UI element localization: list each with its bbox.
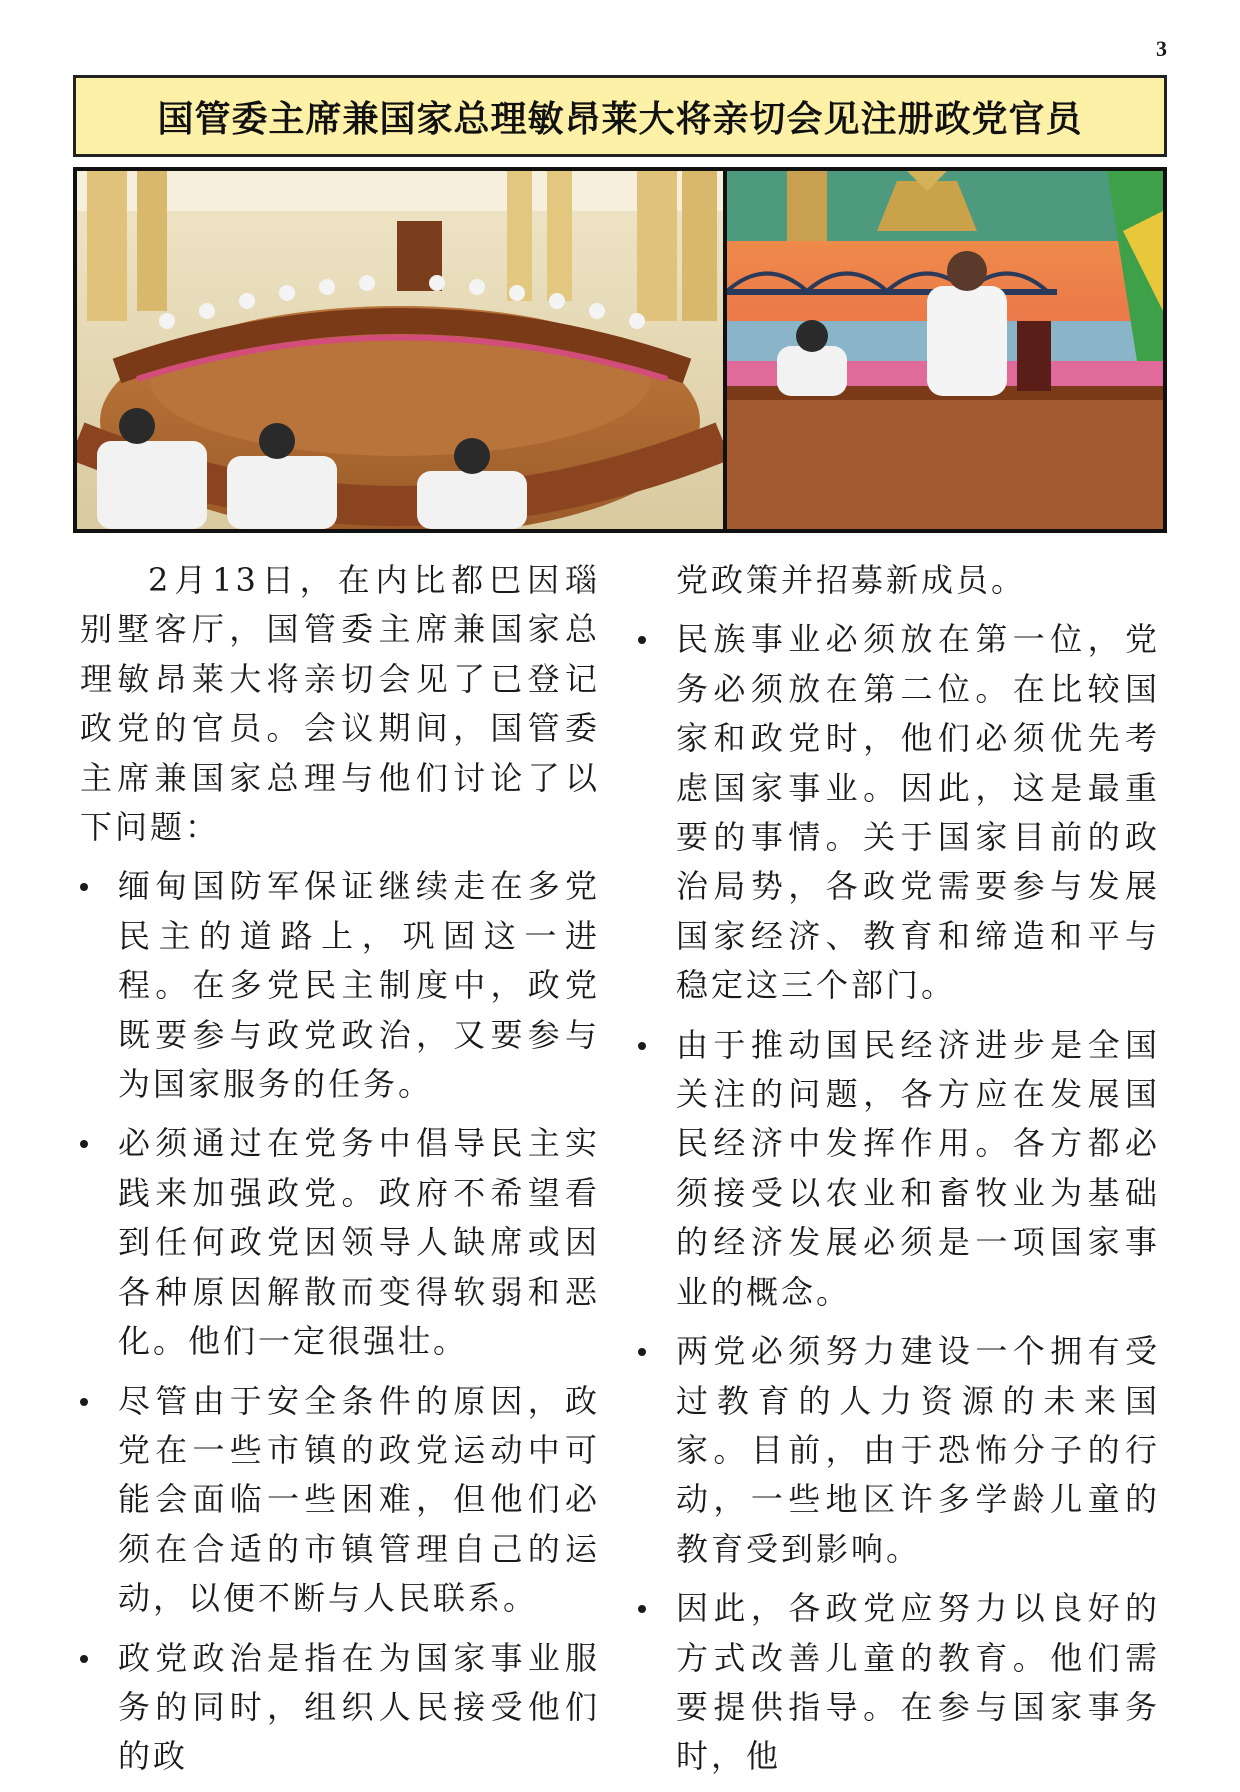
headline-banner <box>73 75 1167 157</box>
list-item: 缅甸国防军保证继续走在多党民主的道路上，巩固这一进程。在多党民主制度中，政党既要参与政党政治，又要参与为国家服务的任务。 <box>80 862 600 1109</box>
bullet-icon <box>80 883 88 891</box>
list-item: 因此，各政党应努力以良好的方式改善儿童的教育。他们需要提供指导。在参与国家事务时，他 <box>638 1584 1160 1782</box>
left-bullet-list <box>80 862 600 1781</box>
speaker-at-podium-photo <box>727 171 1163 529</box>
round-table-meeting-hall-photo <box>77 171 723 529</box>
list-item: 政党政治是指在为国家事业服务的同时，组织人民接受他们的政 <box>80 1634 600 1782</box>
list-item: 两党必须努力建设一个拥有受过教育的人力资源的未来国家。目前，由于恐怖分子的行动，一些地区许多学龄儿童的教育受到影响。 <box>638 1327 1160 1574</box>
right-bullet-list <box>638 615 1160 1781</box>
bullet-icon <box>638 1348 646 1356</box>
intro-paragraph: 2月13日，在内比都巴因瑙别墅客厅，国管委主席兼国家总理敏昂莱大将亲切会见了已登记政党的官员。会议期间，国管委主席兼国家总理与他们讨论了以下问题： <box>80 561 600 847</box>
bullet-icon <box>638 636 646 644</box>
headline: 国管委主席兼国家总理敏昂莱大将亲切会见注册政党官员 <box>157 98 1083 140</box>
bullet-icon <box>638 1605 646 1613</box>
left-column <box>80 556 600 1792</box>
bullet-icon <box>638 1042 646 1050</box>
list-item: 由于推动国民经济进步是全国关注的问题，各方应在发展国民经济中发挥作用。各方都必须接受以农业和畜牧业为基础的经济发展必须是一项国家事业的概念。 <box>638 1021 1160 1317</box>
right-column <box>638 556 1160 1792</box>
page-number: 3 <box>1156 36 1167 61</box>
bullet-icon <box>80 1398 88 1406</box>
continued-text: 党政策并招募新成员。 <box>676 561 1027 599</box>
list-item: 必须通过在党务中倡导民主实践来加强政党。政府不希望看到任何政党因领导人缺席或因各种原因解散而变得软弱和恶化。他们一定很强壮。 <box>80 1119 600 1366</box>
list-item: 尽管由于安全条件的原因，政党在一些市镇的政党运动中可能会面临一些困难，但他们必须在合适的市镇管理自己的运动，以便不断与人民联系。 <box>80 1377 600 1624</box>
bullet-icon <box>80 1140 88 1148</box>
photo-strip <box>73 167 1167 533</box>
bullet-icon <box>80 1655 88 1663</box>
list-item: 民族事业必须放在第一位，党务必须放在第二位。在比较国家和政党时，他们必须优先考虑国家事业。因此，这是最重要的事情。关于国家目前的政治局势，各政党需要参与发展国家经济、教育和缔造和平与稳定这三个部门。 <box>638 615 1160 1010</box>
